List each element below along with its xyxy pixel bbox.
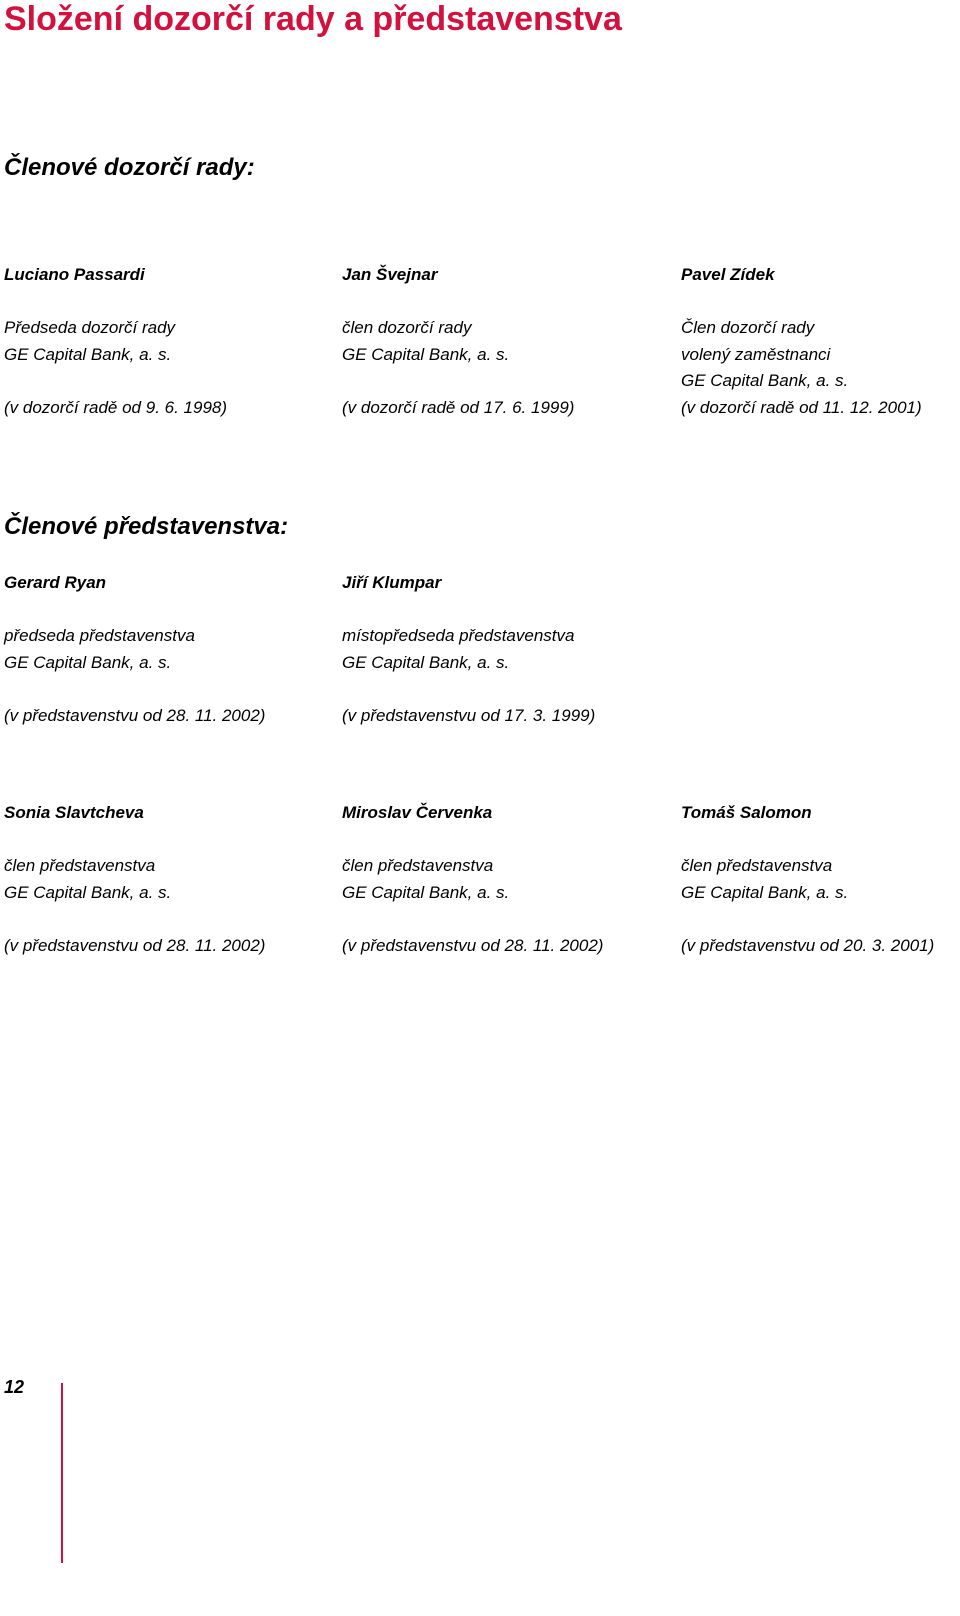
member-role: člen představenstva — [4, 856, 156, 875]
board-member-klumpar — [342, 570, 672, 729]
supervisory-member-passardi — [4, 262, 334, 421]
member-name: Sonia Slavtcheva — [4, 803, 144, 822]
member-since: (v představenstvu od 28. 11. 2002) — [4, 935, 266, 955]
supervisory-board-heading: Členové dozorčí rady: — [4, 154, 255, 181]
member-since: (v představenstvu od 28. 11. 2002) — [4, 705, 266, 725]
footer-divider — [61, 1383, 63, 1563]
member-note: volený zaměstnanci — [681, 344, 831, 364]
member-name: Gerard Ryan — [4, 573, 107, 592]
member-name: Luciano Passardi — [4, 265, 145, 284]
member-company: GE Capital Bank, a. s. — [681, 371, 849, 390]
page-title: Složení dozorčí rady a představenstva — [4, 0, 622, 38]
member-role: místopředseda představenstva — [342, 626, 575, 645]
member-company: GE Capital Bank, a. s. — [342, 344, 510, 364]
member-since: (v dozorčí radě od 9. 6. 1998) — [4, 397, 228, 417]
member-role: člen představenstva — [342, 856, 494, 875]
page-number: 12 — [4, 1377, 25, 1397]
member-name: Jiří Klumpar — [342, 573, 442, 592]
member-company: GE Capital Bank, a. s. — [342, 652, 510, 672]
member-since: (v dozorčí radě od 17. 6. 1999) — [342, 397, 575, 417]
member-name: Jan Švejnar — [342, 265, 438, 284]
member-role: člen představenstva — [681, 856, 833, 875]
board-member-ryan — [4, 570, 334, 729]
board-of-directors-heading: Členové představenstva: — [4, 513, 289, 540]
member-since: (v představenstvu od 28. 11. 2002) — [342, 935, 604, 955]
member-company: GE Capital Bank, a. s. — [4, 344, 172, 364]
board-member-slavtcheva — [4, 800, 334, 959]
member-role: člen dozorčí rady — [342, 318, 472, 337]
supervisory-member-zidek — [681, 262, 951, 421]
member-role: Člen dozorčí rady — [681, 318, 815, 337]
member-company: GE Capital Bank, a. s. — [342, 882, 510, 902]
member-company: GE Capital Bank, a. s. — [4, 652, 172, 672]
member-since: (v představenstvu od 20. 3. 2001) — [681, 935, 935, 955]
member-name: Pavel Zídek — [681, 265, 775, 284]
member-name: Tomáš Salomon — [681, 803, 812, 822]
board-member-cervenka — [342, 800, 672, 959]
member-company: GE Capital Bank, a. s. — [4, 882, 172, 902]
board-member-salomon — [681, 800, 956, 959]
member-since: (v dozorčí radě od 11. 12. 2001) — [681, 397, 922, 417]
member-role: Předseda dozorčí rady — [4, 318, 176, 337]
member-company: GE Capital Bank, a. s. — [681, 882, 849, 902]
member-name: Miroslav Červenka — [342, 803, 493, 822]
supervisory-member-svejnar — [342, 262, 672, 421]
member-role: předseda představenstva — [4, 626, 195, 645]
member-since: (v představenstvu od 17. 3. 1999) — [342, 705, 596, 725]
